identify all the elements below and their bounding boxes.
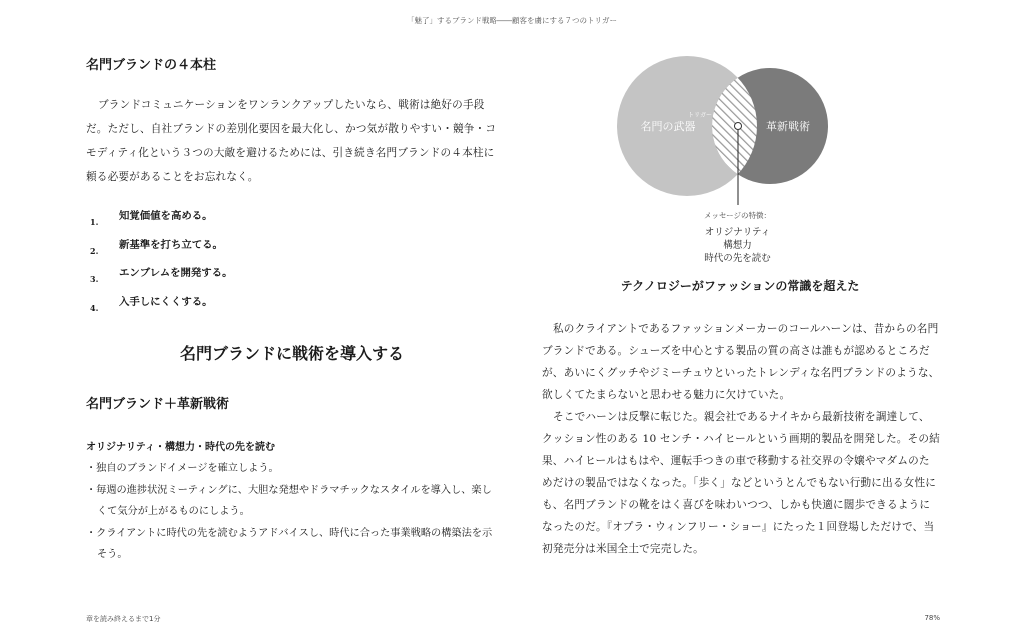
list-number: 3. — [90, 274, 99, 284]
list-item: ・毎週の進捗状況ミーティングに、大胆な発想やドラマチックなスタイルを導入し、楽しくて気分が上がるものにしよう。 — [86, 484, 492, 517]
section-heading: 名門ブランド＋革新戦術 — [86, 397, 230, 412]
list-number: 1. — [90, 217, 99, 227]
reading-time-indicator: 章を読み終えるまで1分 — [86, 615, 161, 623]
venn-left-label: 名門の武器 — [640, 120, 696, 133]
list-item — [86, 234, 498, 263]
list-item-label: 入手しにくくする。 — [119, 295, 213, 308]
case-study-text — [542, 318, 940, 560]
list-item: ・クライアントに時代の先を読むようアドバイスし、時代に合った事業戦略の構築法を示そう。 — [86, 527, 493, 560]
chapter-section-title: 名門ブランドに戦術を導入する — [179, 344, 404, 363]
bullet-list — [86, 458, 498, 566]
venn-message-line: 時代の先を読む — [704, 253, 771, 264]
right-page — [540, 0, 940, 641]
venn-diagram — [610, 50, 870, 205]
left-page — [86, 0, 498, 641]
intro-paragraph: ブランドコミュニケーションをワンランクアップしたいなら、戦術は絶好の手段だ。ただし、自社ブランドの差別化要因を最大化し、かつ気が散りやすい・競争・コモディティ化という３つの大敵を避けるためには、引き続き名門ブランドの４本柱に頼る必要があることをお忘れなく。 — [86, 99, 497, 183]
body-paragraph: そこでハーンは反撃に転じた。親会社であるナイキから最新技術を調達して、クッション性のある 10 センチ・ハイヒールという画期的製品を開発した。その結果、ハイヒールはもはや、運転手つきの車で移動する社交界の令嬢やマダムのためだけの製品ではなくなった。「歩く」などというとんでもない行動に出る女性にも、名門ブランドの靴をはく喜びを味わいつつ、しかも快適に闊歩できるようになったのだ。『オプラ・ウィンフリー・ショー』にたった１回登場しただけで、当初発売分は米国全土で完売した。 — [542, 411, 940, 555]
venn-message-lines — [680, 226, 795, 265]
venn-message-label: メッセージの特徴： — [703, 211, 772, 220]
venn-left-ruby: トリガー — [688, 112, 712, 119]
list-number: 4. — [90, 302, 99, 313]
running-header: 「魅了」するブランド戦略――顧客を虜にする７つのトリガー — [407, 16, 617, 25]
pillars-list — [86, 205, 498, 319]
venn-message-line: 構想力 — [723, 240, 752, 251]
list-item — [86, 291, 498, 320]
list-item-label: 知覚価値を高める。 — [119, 210, 213, 222]
list-number: 2. — [90, 245, 99, 256]
list-item-label: 新基準を打ち立てる。 — [119, 238, 223, 251]
venn-right-label: 革新戦術 — [766, 120, 810, 133]
body-paragraph: 私のクライアントであるファッションメーカーのコールハーンは、昔からの名門ブランドである。シューズを中心とする製品の質の高さは誰もが認めるところだが、あいにくグッチやジミーチュウといったトレンディな名門ブランドのような、欲しくてたまらないと思わせる魅力に欠けていた。 — [542, 323, 940, 401]
list-item — [86, 262, 498, 291]
venn-message-line: オリジナリティ — [704, 227, 771, 238]
progress-percentage: 78% — [924, 614, 940, 622]
list-item: ・独自のブランドイメージを確立しよう。 — [86, 463, 279, 474]
list-item-label: エンブレムを開発する。 — [119, 267, 233, 279]
list-item — [86, 205, 498, 234]
section-heading: テクノロジーがファッションの常識を超えた — [620, 279, 860, 293]
strategy-subheading: オリジナリティ・構想力・時代の先を読む — [86, 442, 275, 453]
section-heading: 名門ブランドの４本柱 — [86, 58, 217, 73]
venn-center-dot — [735, 123, 742, 130]
